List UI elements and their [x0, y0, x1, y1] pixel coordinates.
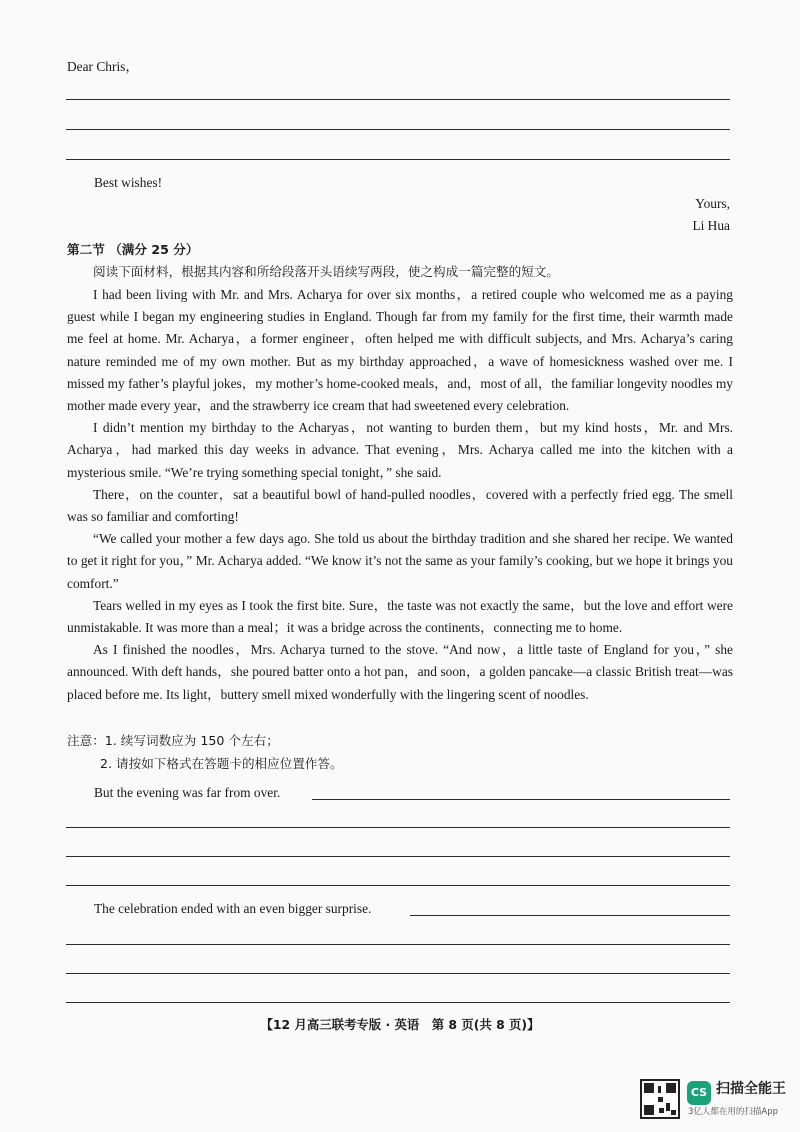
story-paragraph: There，on the counter，sat a beautiful bowl of hand-pulled noodles，covered with a perfectly fried egg. The smell was so familiar and comforting! — [67, 486, 733, 525]
letter-signature: Li Hua — [692, 218, 730, 233]
scanner-tagline: 3亿人都在用的扫描App — [688, 1107, 779, 1117]
scanner-app-name: 扫描全能王 — [716, 1081, 786, 1097]
story-text — [67, 284, 733, 706]
letter-closing: Best wishes! — [94, 175, 163, 190]
story-paragraph: As I finished the noodles，Mrs. Acharya turned to the stove. “And now，a little taste of England for you，” she announced. With deft hands，she poured batter onto a hot pan，and soon，a golden pancake—a classic British treat—was placed before me. Its light，buttery smell mixed wonderfully with the lingering scent of noodles. — [67, 642, 733, 702]
story-paragraph: I didn’t mention my birthday to the Acharyas，not wanting to burden them，but my kind hosts，Mr. and Mrs. Acharya，had marked this day weeks in advance. That evening，Mrs. Acharya called me into the kitchen with a mysterious smile. “We’re trying something special tonight，” she said. — [67, 420, 733, 480]
story-paragraph: I had been living with Mr. and Mrs. Acharya for over six months，a retired couple who welcomed me as a paying guest while I began my engineering studies in England. Though far from my family for the first time, their warmth made me feel at home. Mr. Acharya，a former engineer，often helped me with difficult subjects, and Mrs. Acharya’s caring nature reminded me of my own mother. But as my birthday approached，a wave of homesickness washed over me. I missed my father’s playful jokes，my mother’s home-cooked meals，and，most of all，the familiar longevity noodles my mother made every year，and the strawberry ice cream that had sweetened every celebration. — [67, 287, 733, 414]
section-heading: 第二节 （满分 25 分） — [67, 242, 199, 257]
answer-line — [66, 944, 730, 945]
story-paragraph: “We called your mother a few days ago. She told us about the birthday tradition and she shared her recipe. We wanted to get it right for you，” Mr. Acharya added. “We know it’s not the same as your family’s cooking, but we hope it brings you comfort.” — [67, 531, 733, 591]
prompt-2: The celebration ended with an even bigger surprise. — [94, 901, 372, 916]
answer-line — [66, 856, 730, 857]
letter-salutation: Dear Chris， — [67, 59, 139, 74]
answer-line — [410, 915, 730, 916]
page-footer: 【12 月高三联考专版 · 英语 第 8 页(共 8 页)】 — [260, 1017, 540, 1032]
story-paragraph: Tears welled in my eyes as I took the first bite. Sure，the taste was not exactly the same，but the love and effort were unmistakable. It was more than a meal；it was a bridge across the continents，connecting me to home. — [67, 597, 733, 636]
writing-line — [66, 99, 730, 100]
answer-line — [66, 885, 730, 886]
writing-line — [66, 159, 730, 160]
note-1: 注意：1. 续写词数应为 150 个左右； — [67, 733, 279, 748]
answer-line — [66, 973, 730, 974]
qr-code-icon — [640, 1079, 680, 1119]
letter-yours: Yours, — [695, 196, 730, 211]
camscanner-logo-icon: CS — [687, 1081, 711, 1105]
section-instruction: 阅读下面材料，根据其内容和所给段落开头语续写两段，使之构成一篇完整的短文。 — [93, 264, 559, 279]
answer-line — [66, 1002, 730, 1003]
answer-line — [66, 827, 730, 828]
answer-line — [312, 799, 730, 800]
writing-line — [66, 129, 730, 130]
prompt-1: But the evening was far from over. — [94, 785, 281, 800]
note-2: 2. 请按如下格式在答题卡的相应位置作答。 — [100, 756, 343, 771]
